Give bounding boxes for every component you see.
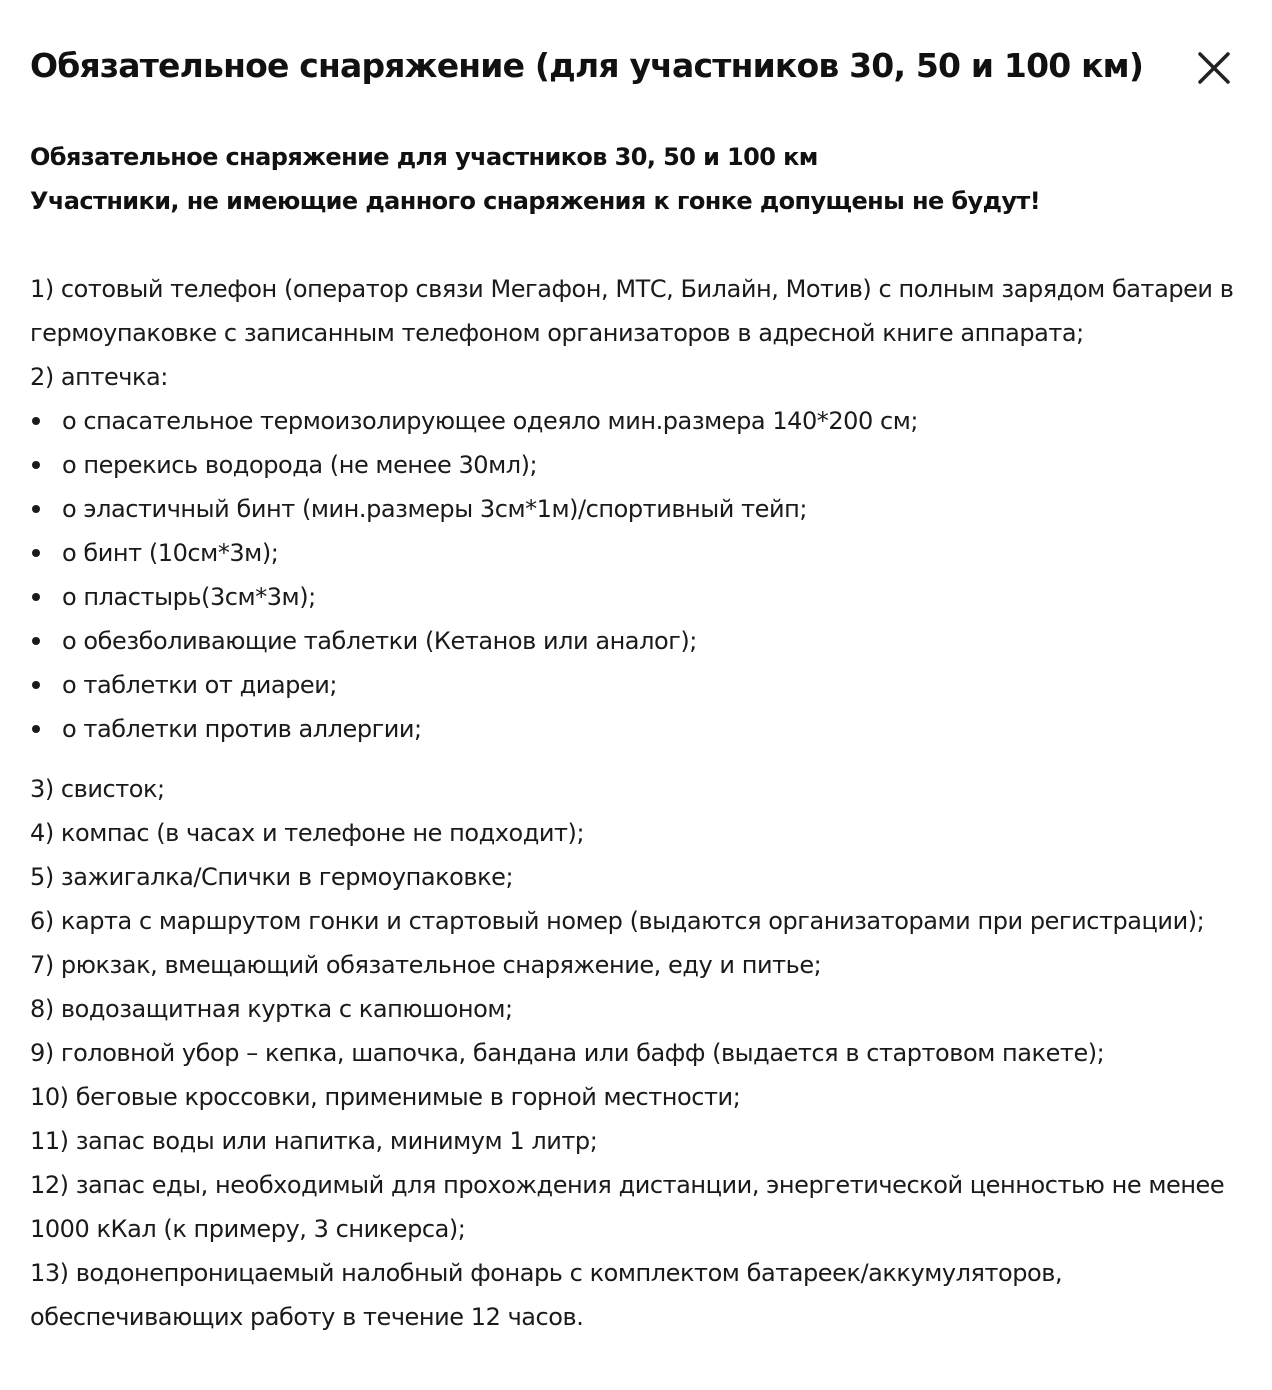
close-icon bbox=[1190, 44, 1238, 92]
equipment-item-8: 8) водозащитная куртка с капюшоном; bbox=[30, 995, 513, 1023]
list-item bbox=[30, 487, 1260, 531]
list-item-text: o пластырь(3см*3м); bbox=[62, 583, 316, 611]
equipment-item-3: 3) свисток; bbox=[30, 775, 165, 803]
bullet-icon bbox=[32, 505, 40, 513]
list-item-text: o таблетки против аллергии; bbox=[62, 715, 422, 743]
equipment-item-7: 7) рюкзак, вмещающий обязательное снаряжение, еду и питье; bbox=[30, 951, 822, 979]
close-button[interactable] bbox=[1190, 44, 1238, 92]
modal-title: Обязательное снаряжение (для участников 30, 50 и 100 км) bbox=[30, 46, 1144, 85]
equipment-item-12: 12) запас еды, необходимый для прохождения дистанции, энергетической ценностью не менее 1000 кКал (к примеру, 3 сникерса); bbox=[30, 1171, 1225, 1243]
equipment-item-11: 11) запас воды или напитка, минимум 1 литр; bbox=[30, 1127, 598, 1155]
list-item-text: o эластичный бинт (мин.размеры 3см*1м)/спортивный тейп; bbox=[62, 495, 807, 523]
intro-warning: Участники, не имеющие данного снаряжения к гонке допущены не будут! bbox=[30, 187, 1041, 215]
equipment-item-2: 2) аптечка: bbox=[30, 363, 168, 391]
equipment-item-9: 9) головной убор – кепка, шапочка, бандана или бафф (выдается в стартовом пакете); bbox=[30, 1039, 1105, 1067]
bullet-icon bbox=[32, 725, 40, 733]
bullet-icon bbox=[32, 681, 40, 689]
intro-heading: Обязательное снаряжение для участников 30, 50 и 100 км bbox=[30, 143, 818, 171]
list-item bbox=[30, 399, 1260, 443]
list-item-text: o спасательное термоизолирующее одеяло мин.размера 140*200 см; bbox=[62, 407, 918, 435]
list-item bbox=[30, 663, 1260, 707]
list-item bbox=[30, 619, 1260, 663]
spacer bbox=[30, 223, 1260, 267]
bullet-icon bbox=[32, 417, 40, 425]
list-item bbox=[30, 575, 1260, 619]
first-aid-list bbox=[30, 399, 1260, 751]
bullet-icon bbox=[32, 461, 40, 469]
list-item-text: o таблетки от диареи; bbox=[62, 671, 338, 699]
bullet-icon bbox=[32, 637, 40, 645]
equipment-item-4: 4) компас (в часах и телефоне не подходит); bbox=[30, 819, 585, 847]
intro-block bbox=[30, 135, 1260, 223]
list-item bbox=[30, 443, 1260, 487]
equipment-item-5: 5) зажигалка/Спички в гермоупаковке; bbox=[30, 863, 514, 891]
bullet-icon bbox=[32, 549, 40, 557]
equipment-item-6: 6) карта с маршрутом гонки и стартовый номер (выдаются организаторами при регистрации); bbox=[30, 907, 1205, 935]
equipment-item-1: 1) сотовый телефон (оператор связи Мегафон, МТС, Билайн, Мотив) с полным зарядом батареи в гермоупаковке с записанным телефоном организаторов в адресной книге аппарата; bbox=[30, 275, 1234, 347]
modal-content bbox=[30, 135, 1260, 1339]
list-item bbox=[30, 707, 1260, 751]
list-item bbox=[30, 531, 1260, 575]
list-item-text: o перекись водорода (не менее 30мл); bbox=[62, 451, 538, 479]
equipment-item-13: 13) водонепроницаемый налобный фонарь с комплектом батареек/аккумуляторов, обеспечивающих работу в течение 12 часов. bbox=[30, 1259, 1063, 1331]
list-item-text: o бинт (10см*3м); bbox=[62, 539, 279, 567]
bullet-icon bbox=[32, 593, 40, 601]
equipment-item-10: 10) беговые кроссовки, применимые в горной местности; bbox=[30, 1083, 741, 1111]
list-item-text: o обезболивающие таблетки (Кетанов или аналог); bbox=[62, 627, 697, 655]
